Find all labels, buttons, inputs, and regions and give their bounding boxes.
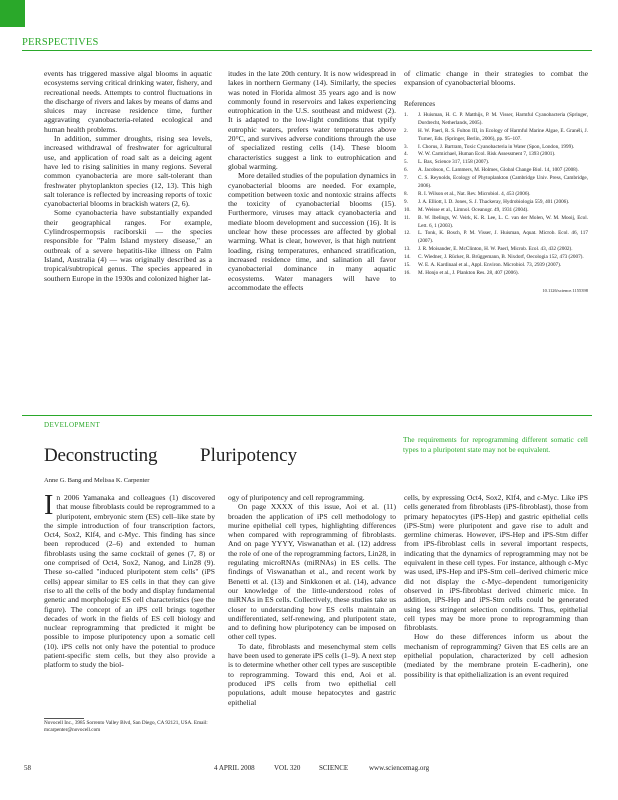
reference-item <box>404 167 588 175</box>
reference-number: 7. <box>404 175 408 182</box>
reference-text: B. W. Ibelings, W. Veirk, K. R. Lee, L. C. van der Molen, W. M. Mooij, Ecol. Lett. 6, 1 (2003). <box>418 214 588 229</box>
reference-number: 15. <box>404 262 411 269</box>
reference-item <box>404 112 588 128</box>
reference-text: W. E. A. Kardinaal et al., Appl. Environ. Microbiol. 73, 2939 (2007). <box>418 262 562 269</box>
section-label: PERSPECTIVES <box>22 37 99 48</box>
reference-item <box>404 215 588 231</box>
bottom-column-1 <box>44 490 215 670</box>
paragraph: How do these differences inform us about the mechanism of reprogramming? Given that ES cells are an epithelial population, characterized by cell adhesion (mediated by the membrane protein E-cadherin), one possibility is that epithelialization is an event required <box>404 632 588 679</box>
top-column-1 <box>44 69 212 283</box>
paragraph: ogy of pluripotency and cell reprogramming. <box>228 493 365 502</box>
reference-item <box>404 254 588 262</box>
paragraph: n 2006 Yamanaka and colleagues (1) discovered that mouse fibroblasts could be reprogrammed to a pluripotent, embryonic stem (ES) cell–like state by the simple introduction of four transcription factors, Oct4, Sox2, Klf4, and c-Myc. This finding has since been reproduced (2–6) and extended to human fibroblasts using the same cocktail of genes (7, 8) or one comprised of Oct4, Sox2, Nanog, and Lin28 (9). These so-called "induced pluripotent stem cells" (iPS cells) appear similar to ES cells in that they can give rise to all the cells of the body and display fundamental genetic and morphologic ES cell characteristics (see the figure). The concept of an iPS cell brings together decades of work in the fields of ES cell biology and nuclear reprogramming that predicted it might be possible to impose pluripotency upon a somatic cell (10). iPS cells not only have the potential to produce patient-specific stem cells, but they also provide a platform to study the biol- <box>44 493 215 670</box>
journal-name: SCIENCE <box>319 764 349 772</box>
paragraph: of climatic change in their strategies to combat the expansion of cyanobacterial blooms. <box>404 69 588 88</box>
reference-number: 9. <box>404 198 408 205</box>
article-divider <box>22 415 592 416</box>
reference-text: L. Bax, Science 317, 1158 (2007). <box>418 159 490 166</box>
paragraph: events has triggered massive algal blooms in aquatic ecosystems serving critical drinking water, fishery, and recreational needs. Attempts to control fluctuations in the discharge of rivers and lakes by means of dams and sluices may increase residence time, further aggravating cyanobacteria-related ecological and human health problems. <box>44 69 212 134</box>
references-heading: References <box>404 99 436 108</box>
paragraph: itudes in the late 20th century. It is now widespread in lakes in northern Germany (14). Similarly, the species was noted in Florida almost 35 years ago and is now commonly found in reservoirs and lakes experiencing eutrophication in the U.S. southeast and midwest (2). It is adapted to the low-light conditions that typify eutrophic waters, prefers water temperatures above 20°C, and survives adverse conditions through the use of specialized resting cells (14). These bloom characteristics suggest a link to eutrophication and global warming. <box>228 69 396 171</box>
paragraph: On page XXXX of this issue, Aoi et al. (11) broaden the application of iPS cell methodology to murine epithelial cell types, highlighting differences when compared with reprogramming of fibroblasts. And on page YYYY, Viswanathan et al. (12) address the role of one of the reprogramming factors, Lin28, in regulating microRNAs (miRNAs) in ES cells. The findings of Viswanathan et al., and recent work by Benetti et al. (13) and Sinkkonen et al. (14), advance our knowledge of the little-understood roles of miRNAs in ES cells. Collectively, these studies take us closer to understanding how ES cells maintain an undifferentiated, self-renewing, and pluripotent state, and to defining how pluripotency can be imposed on other cell types. <box>228 502 396 642</box>
references-list <box>404 112 588 278</box>
footnote-rule <box>44 718 84 719</box>
article-title-part2: Pluripotency <box>200 445 298 466</box>
article-summary: The requirements for reprogramming different somatic cell types to a pluripotent state may not be equivalent. <box>403 435 588 454</box>
reference-number: 16. <box>404 270 411 277</box>
affiliation-footnote: Novocell Inc., 3985 Sorrento Valley Blvd, San Diego, CA 92121, USA. Email: mcarpenter@novocell.com <box>44 720 208 733</box>
bottom-column-3 <box>404 493 588 679</box>
article-title-part1: Deconstructing <box>44 445 158 466</box>
reference-number: 14. <box>404 254 411 261</box>
reference-item <box>404 199 588 207</box>
section-color-bar <box>0 0 25 27</box>
reference-item <box>404 191 588 199</box>
journal-url[interactable]: www.sciencemag.org <box>369 764 430 772</box>
paragraph: To date, fibroblasts and mesenchymal stem cells have been used to generate iPS cells (1–9). A next step is to determine whether other cell types are susceptible to reprogramming. Toward this end, Aoi et al. produced iPS cells from two epithelial cell populations, adult mouse hepatocytes and gastric epithelial <box>228 641 396 707</box>
reference-text: M. Weisse et al., Limnol. Oceanogr. 49, 1931 (2004). <box>418 206 529 213</box>
reference-number: 5. <box>404 159 408 166</box>
bottom-column-2 <box>228 493 396 707</box>
reference-text: C. S. Reynolds, Ecology of Phytoplankton (Cambridge Univ. Press, Cambridge, 2006). <box>418 175 588 190</box>
reference-number: 12. <box>404 230 411 237</box>
reference-item <box>404 128 588 144</box>
reference-number: 3. <box>404 143 408 150</box>
development-label: DEVELOPMENT <box>44 421 101 429</box>
authors: Anne G. Bang and Melissa K. Carpenter <box>44 477 150 484</box>
reference-number: 11. <box>404 214 411 221</box>
reference-item <box>404 270 588 278</box>
reference-text: L. Tonk, K. Bosch, P. M. Visser, J. Huisman, Aquat. Microb. Ecol. 46, 117 (2007). <box>418 230 588 245</box>
paragraph: More detailed studies of the population dynamics in cyanobacterial blooms are needed. For example, competition between toxic and nontoxic strains affects the toxicity of cyanobacterial blooms (15). Furthermore, viruses may attack cyanobacteria and mediate bloom development and succession (16). It is unclear how these processes are affected by global warming. What is clear, however, is that high nutrient loading, rising temperatures, enhanced stratification, increased residence time, and salination all favor cyanobacterial dominance in many aquatic ecosystems. Water managers will have to accommodate the effects <box>228 171 396 292</box>
reference-item <box>404 207 588 215</box>
volume: VOL 320 <box>274 764 301 772</box>
reference-item <box>404 230 588 246</box>
doi-reference: 10.1126/science.1155398 <box>542 287 588 293</box>
reference-text: J. R. Moisander, E. McClinton, H. W. Paerl, Microb. Ecol. 43, 432 (2002). <box>418 246 573 253</box>
reference-number: 6. <box>404 167 408 174</box>
paragraph: cells, by expressing Oct4, Sox2, Klf4, and c-Myc. Like iPS cells generated from fibroblasts (iPS-fibroblast), those from primary hepatocytes (iPS-Hep) and gastric epithelial cells (iPS-Stm) were pluripotent and gave rise to adult and germline chimeras. However, iPS-Hep and iPS-Stm differ from iPS-fibroblast cells in several important respects, indicating that the dynamics of reprogramming may not be equivalent in these cell types. For instance, although c-Myc was used, iPS-Hep and iPS-Stm cell–derived chimeric mice did not display the c-Myc–dependent tumorigenicity observed in iPS-fibroblast derived chimeric mice. In addition, iPS-Hep and iPS-Stm cells could be generated using less stringent selection conditions. Thus, epithelial cell types may be more prone to reprogramming than fibroblasts. <box>404 493 588 633</box>
drop-cap: I <box>44 490 54 521</box>
reference-number: 8. <box>404 190 408 197</box>
reference-text: I. Chorus, J. Bartram, Toxic Cyanobacteria in Water (Spon, London, 1999). <box>418 143 575 150</box>
reference-number: 2. <box>404 127 408 134</box>
paragraph: In addition, summer droughts, rising sea levels, increased withdrawal of freshwater for agricultural use, and application of road salt as a deicing agent have led to rising salinities in many regions. Several common cyanobacteria are more salt-tolerant than freshwater phytoplankton species (12, 13). This high salt tolerance is reflected by increasing reports of toxic cyanobacterial blooms in brackish waters (2, 6). <box>44 134 212 209</box>
page-number: 58 <box>24 764 31 772</box>
top-column-3 <box>404 69 588 295</box>
reference-number: 13. <box>404 246 411 253</box>
reference-text: H. W. Paerl, R. S. Fulton III, in Ecology of Harmful Marine Algae, E. Granéli, J. Turner, Eds. (Springer, Berlin, 2006), pp. 95–107. <box>418 127 588 142</box>
reference-text: C. Wiedner, J. Rücker, R. Brüggemann, B. Nixdorf, Oecologia 152, 473 (2007). <box>418 254 584 261</box>
issue-date: 4 APRIL 2008 <box>214 764 255 772</box>
reference-item <box>404 175 588 191</box>
paragraph: Some cyanobacteria have substantially expanded their geographical ranges. For example, Cylindrospermopsis raciborskii — the species responsible for "Palm Island mystery disease," an outbreak of a severe hepatitis-like illness on Palm Island, Australia (4) — was originally described as a tropical/subtropical genus. The species appeared in southern Europe in the 1930s and colonized higher lat- <box>44 208 212 283</box>
reference-text: A. Jacobson, C. Lammers, M. Holmes, Global Change Biol. 14, 1007 (2008). <box>418 167 579 174</box>
section-rule <box>22 50 592 51</box>
reference-item <box>404 262 588 270</box>
reference-text: J. Huisman, H. C. P. Matthijs, P. M. Visser, Harmful Cyanobacteria (Springer, Dordrecht, Netherlands, 2005). <box>418 111 588 126</box>
page-footer <box>24 764 594 772</box>
reference-number: 1. <box>404 111 408 118</box>
top-column-2 <box>228 69 396 292</box>
reference-text: R. I. Wilson et al., Nat. Rev. Microbiol. 4, 453 (2006). <box>418 190 531 197</box>
reference-text: M. Honjo et al., J. Plankton Res. 28, 407 (2006). <box>418 270 519 277</box>
reference-text: J. A. Elliott, I. D. Jones, S. J. Thackeray, Hydrobiologia 559, 401 (2006). <box>418 198 570 205</box>
reference-number: 10. <box>404 206 411 213</box>
reference-text: W. W. Carmichael, Human Ecol. Risk Assessment 7, 1393 (2001). <box>418 151 556 158</box>
reference-number: 4. <box>404 151 408 158</box>
